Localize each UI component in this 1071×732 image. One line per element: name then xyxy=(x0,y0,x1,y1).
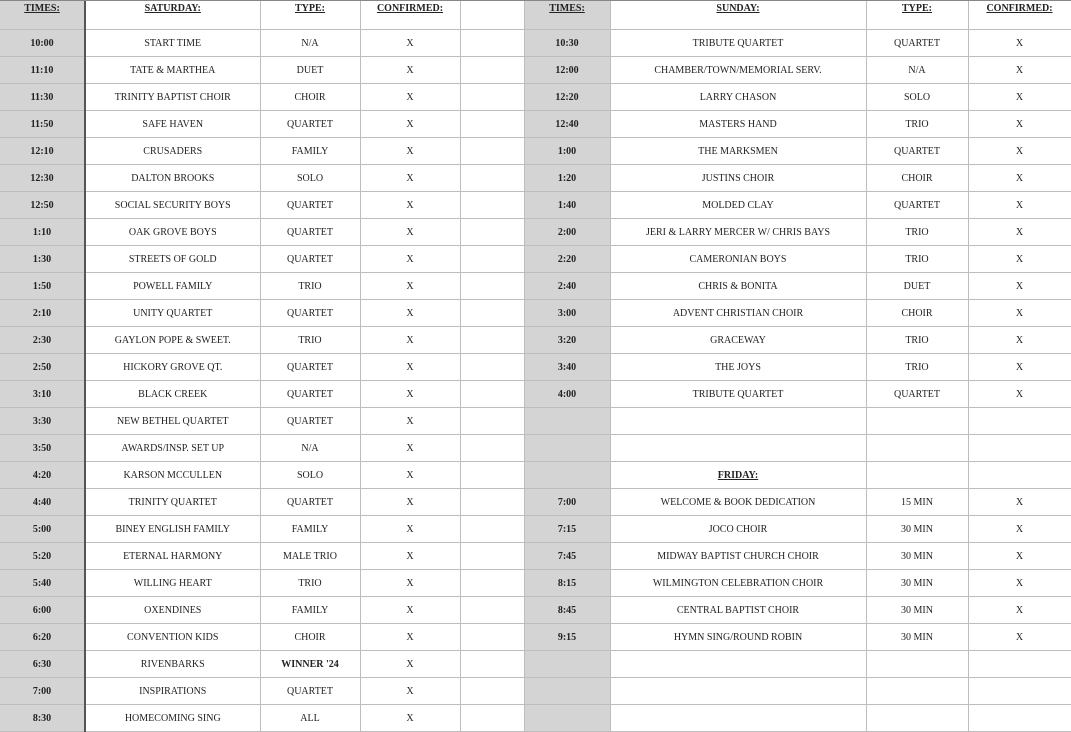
table-row xyxy=(0,408,1071,435)
sat-time-cell: 10:00 xyxy=(0,30,85,57)
sat-time-cell: 5:00 xyxy=(0,516,85,543)
sat-confirmed-cell: X xyxy=(360,192,460,219)
sunday-header: SUNDAY: xyxy=(610,1,866,30)
sat-time-cell: 6:20 xyxy=(0,624,85,651)
sat-confirmed-header: CONFIRMED: xyxy=(360,1,460,30)
spacer-cell xyxy=(460,516,524,543)
sun-performer-cell: CHRIS & BONITA xyxy=(610,273,866,300)
sun-type-cell: 15 MIN xyxy=(866,489,968,516)
sat-performer-cell: UNITY QUARTET xyxy=(85,300,260,327)
table-row xyxy=(0,435,1071,462)
sat-performer-cell: OAK GROVE BOYS xyxy=(85,219,260,246)
sat-confirmed-cell: X xyxy=(360,651,460,678)
sun-performer-cell: WILMINGTON CELEBRATION CHOIR xyxy=(610,570,866,597)
table-row xyxy=(0,489,1071,516)
sun-time-cell xyxy=(524,651,610,678)
table-row xyxy=(0,678,1071,705)
spacer-cell xyxy=(460,111,524,138)
sun-type-cell: TRIO xyxy=(866,354,968,381)
sun-type-cell: QUARTET xyxy=(866,138,968,165)
sat-confirmed-cell: X xyxy=(360,57,460,84)
table-row xyxy=(0,57,1071,84)
sat-time-cell: 1:50 xyxy=(0,273,85,300)
sat-time-cell: 3:10 xyxy=(0,381,85,408)
sun-type-cell: QUARTET xyxy=(866,30,968,57)
table-row xyxy=(0,111,1071,138)
sat-confirmed-cell: X xyxy=(360,408,460,435)
table-row xyxy=(0,273,1071,300)
sun-confirmed-cell: X xyxy=(968,300,1071,327)
sat-type-cell: FAMILY xyxy=(260,597,360,624)
spacer-cell xyxy=(460,219,524,246)
sat-type-cell: QUARTET xyxy=(260,300,360,327)
sun-performer-cell: HYMN SING/ROUND ROBIN xyxy=(610,624,866,651)
sun-time-cell: 8:15 xyxy=(524,570,610,597)
sun-type-cell xyxy=(866,462,968,489)
sat-performer-cell: BINEY ENGLISH FAMILY xyxy=(85,516,260,543)
sat-type-cell: WINNER '24 xyxy=(260,651,360,678)
table-row xyxy=(0,165,1071,192)
sat-time-cell: 12:50 xyxy=(0,192,85,219)
sun-confirmed-cell: X xyxy=(968,246,1071,273)
spacer-cell xyxy=(460,705,524,732)
sun-confirmed-cell: X xyxy=(968,543,1071,570)
spacer-cell xyxy=(460,435,524,462)
sat-performer-cell: TATE & MARTHEA xyxy=(85,57,260,84)
sat-performer-cell: CONVENTION KIDS xyxy=(85,624,260,651)
sun-performer-cell: JOCO CHOIR xyxy=(610,516,866,543)
sun-confirmed-cell xyxy=(968,435,1071,462)
sat-time-cell: 5:20 xyxy=(0,543,85,570)
sat-type-cell: QUARTET xyxy=(260,408,360,435)
sat-time-cell: 5:40 xyxy=(0,570,85,597)
table-row xyxy=(0,192,1071,219)
table-row xyxy=(0,138,1071,165)
sun-confirmed-cell: X xyxy=(968,327,1071,354)
sun-performer-cell: THE JOYS xyxy=(610,354,866,381)
spacer-cell xyxy=(460,246,524,273)
sat-performer-cell: TRINITY QUARTET xyxy=(85,489,260,516)
table-row xyxy=(0,543,1071,570)
sat-time-cell: 11:30 xyxy=(0,84,85,111)
sat-performer-cell: HOMECOMING SING xyxy=(85,705,260,732)
sat-type-cell: QUARTET xyxy=(260,219,360,246)
table-row xyxy=(0,30,1071,57)
sat-type-cell: SOLO xyxy=(260,462,360,489)
sun-confirmed-cell: X xyxy=(968,192,1071,219)
sat-confirmed-cell: X xyxy=(360,354,460,381)
table-row xyxy=(0,219,1071,246)
sat-type-cell: N/A xyxy=(260,435,360,462)
sun-time-cell: 12:40 xyxy=(524,111,610,138)
sun-type-cell: TRIO xyxy=(866,111,968,138)
table-row xyxy=(0,354,1071,381)
sun-performer-cell: MOLDED CLAY xyxy=(610,192,866,219)
table-row xyxy=(0,651,1071,678)
sat-performer-cell: GAYLON POPE & SWEET. xyxy=(85,327,260,354)
sat-type-cell: DUET xyxy=(260,57,360,84)
sun-performer-cell: CENTRAL BAPTIST CHOIR xyxy=(610,597,866,624)
spacer-cell xyxy=(460,300,524,327)
sun-time-cell: 2:20 xyxy=(524,246,610,273)
sat-performer-cell: STREETS OF GOLD xyxy=(85,246,260,273)
sun-confirmed-cell: X xyxy=(968,111,1071,138)
table-row xyxy=(0,327,1071,354)
sun-type-cell: CHOIR xyxy=(866,300,968,327)
table-row xyxy=(0,300,1071,327)
sun-type-cell xyxy=(866,705,968,732)
sat-confirmed-cell: X xyxy=(360,624,460,651)
spacer-cell xyxy=(460,327,524,354)
sat-type-cell: QUARTET xyxy=(260,246,360,273)
table-row xyxy=(0,246,1071,273)
sun-time-cell: 4:00 xyxy=(524,381,610,408)
sat-time-cell: 2:30 xyxy=(0,327,85,354)
sun-time-cell: 3:00 xyxy=(524,300,610,327)
sat-performer-cell: CRUSADERS xyxy=(85,138,260,165)
table-row xyxy=(0,381,1071,408)
sun-confirmed-cell: X xyxy=(968,138,1071,165)
sat-time-cell: 6:00 xyxy=(0,597,85,624)
sun-type-cell: TRIO xyxy=(866,327,968,354)
sun-time-cell: 7:15 xyxy=(524,516,610,543)
sun-time-cell xyxy=(524,678,610,705)
sun-type-cell xyxy=(866,408,968,435)
sun-performer-cell: MASTERS HAND xyxy=(610,111,866,138)
sat-type-cell: TRIO xyxy=(260,273,360,300)
sat-confirmed-cell: X xyxy=(360,543,460,570)
sat-performer-cell: ETERNAL HARMONY xyxy=(85,543,260,570)
schedule-table xyxy=(0,1,1071,732)
sun-type-cell: CHOIR xyxy=(866,165,968,192)
sun-time-cell: 9:15 xyxy=(524,624,610,651)
sat-performer-cell: HICKORY GROVE QT. xyxy=(85,354,260,381)
sat-type-cell: SOLO xyxy=(260,165,360,192)
sat-performer-cell: WILLING HEART xyxy=(85,570,260,597)
sun-time-cell: 12:00 xyxy=(524,57,610,84)
table-row xyxy=(0,570,1071,597)
friday-heading: FRIDAY: xyxy=(610,462,866,489)
sat-time-cell: 1:10 xyxy=(0,219,85,246)
sat-confirmed-cell: X xyxy=(360,111,460,138)
sat-confirmed-cell: X xyxy=(360,516,460,543)
sun-time-cell: 3:20 xyxy=(524,327,610,354)
sat-confirmed-cell: X xyxy=(360,30,460,57)
sun-type-cell: QUARTET xyxy=(866,192,968,219)
sat-type-cell: QUARTET xyxy=(260,192,360,219)
sun-confirmed-cell: X xyxy=(968,84,1071,111)
sat-confirmed-cell: X xyxy=(360,246,460,273)
sat-time-cell: 12:30 xyxy=(0,165,85,192)
header-row xyxy=(0,1,1071,30)
sun-performer-cell: LARRY CHASON xyxy=(610,84,866,111)
sun-type-cell: 30 MIN xyxy=(866,570,968,597)
sun-confirmed-cell: X xyxy=(968,165,1071,192)
spacer-cell xyxy=(460,570,524,597)
sun-time-cell: 8:45 xyxy=(524,597,610,624)
sun-performer-cell: JUSTINS CHOIR xyxy=(610,165,866,192)
sun-time-cell: 1:40 xyxy=(524,192,610,219)
sun-performer-cell: THE MARKSMEN xyxy=(610,138,866,165)
sat-performer-cell: TRINITY BAPTIST CHOIR xyxy=(85,84,260,111)
spacer-cell xyxy=(460,57,524,84)
spacer-cell xyxy=(460,138,524,165)
sun-type-cell: TRIO xyxy=(866,246,968,273)
spacer-cell xyxy=(460,30,524,57)
sat-performer-cell: KARSON MCCULLEN xyxy=(85,462,260,489)
sat-confirmed-cell: X xyxy=(360,84,460,111)
sun-times-header: TIMES: xyxy=(524,1,610,30)
sun-time-cell xyxy=(524,408,610,435)
sat-type-cell: QUARTET xyxy=(260,354,360,381)
sat-type-cell: QUARTET xyxy=(260,489,360,516)
spacer-cell xyxy=(460,597,524,624)
spacer-cell xyxy=(460,273,524,300)
sun-confirmed-cell: X xyxy=(968,57,1071,84)
sun-confirmed-cell: X xyxy=(968,219,1071,246)
sat-type-cell: FAMILY xyxy=(260,516,360,543)
sun-time-cell: 12:20 xyxy=(524,84,610,111)
sat-performer-cell: SAFE HAVEN xyxy=(85,111,260,138)
sat-type-cell: ALL xyxy=(260,705,360,732)
sat-performer-cell: START TIME xyxy=(85,30,260,57)
sat-type-cell: N/A xyxy=(260,30,360,57)
sun-performer-cell: GRACEWAY xyxy=(610,327,866,354)
sun-type-cell: QUARTET xyxy=(866,381,968,408)
sun-performer-cell xyxy=(610,651,866,678)
spacer-cell xyxy=(460,1,524,30)
spacer-cell xyxy=(460,624,524,651)
sun-type-cell xyxy=(866,435,968,462)
sat-type-cell: TRIO xyxy=(260,570,360,597)
sat-performer-cell: BLACK CREEK xyxy=(85,381,260,408)
sun-confirmed-cell: X xyxy=(968,489,1071,516)
sat-time-cell: 12:10 xyxy=(0,138,85,165)
sat-performer-cell: NEW BETHEL QUARTET xyxy=(85,408,260,435)
sat-confirmed-cell: X xyxy=(360,489,460,516)
sun-performer-cell: CAMERONIAN BOYS xyxy=(610,246,866,273)
spacer-cell xyxy=(460,408,524,435)
sat-performer-cell: INSPIRATIONS xyxy=(85,678,260,705)
sun-type-cell: 30 MIN xyxy=(866,597,968,624)
sat-confirmed-cell: X xyxy=(360,705,460,732)
sun-confirmed-cell xyxy=(968,462,1071,489)
sat-time-cell: 11:50 xyxy=(0,111,85,138)
sun-confirmed-header: CONFIRMED: xyxy=(968,1,1071,30)
sun-performer-cell xyxy=(610,435,866,462)
saturday-header: SATURDAY: xyxy=(85,1,260,30)
sun-type-cell: 30 MIN xyxy=(866,543,968,570)
spacer-cell xyxy=(460,192,524,219)
sat-time-cell: 6:30 xyxy=(0,651,85,678)
sat-confirmed-cell: X xyxy=(360,138,460,165)
spacer-cell xyxy=(460,165,524,192)
spacer-cell xyxy=(460,543,524,570)
sun-type-cell: DUET xyxy=(866,273,968,300)
sat-type-cell: CHOIR xyxy=(260,84,360,111)
sat-confirmed-cell: X xyxy=(360,678,460,705)
sun-confirmed-cell: X xyxy=(968,570,1071,597)
spacer-cell xyxy=(460,651,524,678)
spacer-cell xyxy=(460,354,524,381)
sat-performer-cell: SOCIAL SECURITY BOYS xyxy=(85,192,260,219)
table-row xyxy=(0,516,1071,543)
sun-performer-cell: WELCOME & BOOK DEDICATION xyxy=(610,489,866,516)
sat-time-cell: 4:40 xyxy=(0,489,85,516)
sun-type-header: TYPE: xyxy=(866,1,968,30)
sat-performer-cell: POWELL FAMILY xyxy=(85,273,260,300)
sun-performer-cell: MIDWAY BAPTIST CHURCH CHOIR xyxy=(610,543,866,570)
sun-time-cell xyxy=(524,705,610,732)
sat-type-cell: QUARTET xyxy=(260,111,360,138)
sat-time-cell: 2:10 xyxy=(0,300,85,327)
sun-confirmed-cell: X xyxy=(968,30,1071,57)
sun-type-cell: 30 MIN xyxy=(866,516,968,543)
sat-time-cell: 2:50 xyxy=(0,354,85,381)
sat-confirmed-cell: X xyxy=(360,165,460,192)
table-row xyxy=(0,624,1071,651)
spacer-cell xyxy=(460,462,524,489)
sun-confirmed-cell xyxy=(968,408,1071,435)
sat-time-cell: 4:20 xyxy=(0,462,85,489)
sun-time-cell: 7:45 xyxy=(524,543,610,570)
sat-confirmed-cell: X xyxy=(360,327,460,354)
sat-times-header: TIMES: xyxy=(0,1,85,30)
sat-confirmed-cell: X xyxy=(360,219,460,246)
sun-performer-cell: TRIBUTE QUARTET xyxy=(610,30,866,57)
sat-confirmed-cell: X xyxy=(360,570,460,597)
spacer-cell xyxy=(460,489,524,516)
table-row xyxy=(0,84,1071,111)
sun-time-cell: 7:00 xyxy=(524,489,610,516)
sat-type-cell: CHOIR xyxy=(260,624,360,651)
sun-performer-cell: JERI & LARRY MERCER W/ CHRIS BAYS xyxy=(610,219,866,246)
sun-type-cell xyxy=(866,678,968,705)
sun-performer-cell: ADVENT CHRISTIAN CHOIR xyxy=(610,300,866,327)
sat-performer-cell: AWARDS/INSP. SET UP xyxy=(85,435,260,462)
sun-performer-cell xyxy=(610,705,866,732)
sun-confirmed-cell xyxy=(968,678,1071,705)
sat-time-cell: 8:30 xyxy=(0,705,85,732)
sun-type-cell: SOLO xyxy=(866,84,968,111)
sun-confirmed-cell: X xyxy=(968,381,1071,408)
sat-confirmed-cell: X xyxy=(360,462,460,489)
sun-performer-cell: TRIBUTE QUARTET xyxy=(610,381,866,408)
sat-type-cell: MALE TRIO xyxy=(260,543,360,570)
sat-confirmed-cell: X xyxy=(360,300,460,327)
sun-time-cell: 2:00 xyxy=(524,219,610,246)
sat-performer-cell: DALTON BROOKS xyxy=(85,165,260,192)
sat-time-cell: 11:10 xyxy=(0,57,85,84)
sat-confirmed-cell: X xyxy=(360,435,460,462)
sat-time-cell: 3:30 xyxy=(0,408,85,435)
sun-time-cell: 1:20 xyxy=(524,165,610,192)
sat-confirmed-cell: X xyxy=(360,273,460,300)
sun-performer-cell xyxy=(610,408,866,435)
sun-type-cell: 30 MIN xyxy=(866,624,968,651)
sun-performer-cell: CHAMBER/TOWN/MEMORIAL SERV. xyxy=(610,57,866,84)
spacer-cell xyxy=(460,678,524,705)
sun-confirmed-cell xyxy=(968,651,1071,678)
spacer-cell xyxy=(460,84,524,111)
sun-confirmed-cell xyxy=(968,705,1071,732)
sun-time-cell: 1:00 xyxy=(524,138,610,165)
schedule-body xyxy=(0,1,1071,732)
sat-performer-cell: RIVENBARKS xyxy=(85,651,260,678)
table-row xyxy=(0,462,1071,489)
sun-time-cell xyxy=(524,462,610,489)
sun-confirmed-cell: X xyxy=(968,354,1071,381)
sat-confirmed-cell: X xyxy=(360,381,460,408)
sun-time-cell: 2:40 xyxy=(524,273,610,300)
table-row xyxy=(0,597,1071,624)
sun-time-cell: 3:40 xyxy=(524,354,610,381)
sun-time-cell: 10:30 xyxy=(524,30,610,57)
sun-confirmed-cell: X xyxy=(968,624,1071,651)
sun-confirmed-cell: X xyxy=(968,516,1071,543)
sat-type-cell: TRIO xyxy=(260,327,360,354)
sat-time-cell: 1:30 xyxy=(0,246,85,273)
spacer-cell xyxy=(460,381,524,408)
sat-type-header: TYPE: xyxy=(260,1,360,30)
sun-type-cell xyxy=(866,651,968,678)
sat-time-cell: 7:00 xyxy=(0,678,85,705)
sun-confirmed-cell: X xyxy=(968,597,1071,624)
sun-time-cell xyxy=(524,435,610,462)
sun-type-cell: N/A xyxy=(866,57,968,84)
sat-type-cell: QUARTET xyxy=(260,381,360,408)
sun-type-cell: TRIO xyxy=(866,219,968,246)
sat-time-cell: 3:50 xyxy=(0,435,85,462)
sat-confirmed-cell: X xyxy=(360,597,460,624)
sat-type-cell: FAMILY xyxy=(260,138,360,165)
sun-confirmed-cell: X xyxy=(968,273,1071,300)
sat-type-cell: QUARTET xyxy=(260,678,360,705)
sun-performer-cell xyxy=(610,678,866,705)
sat-performer-cell: OXENDINES xyxy=(85,597,260,624)
table-row xyxy=(0,705,1071,732)
